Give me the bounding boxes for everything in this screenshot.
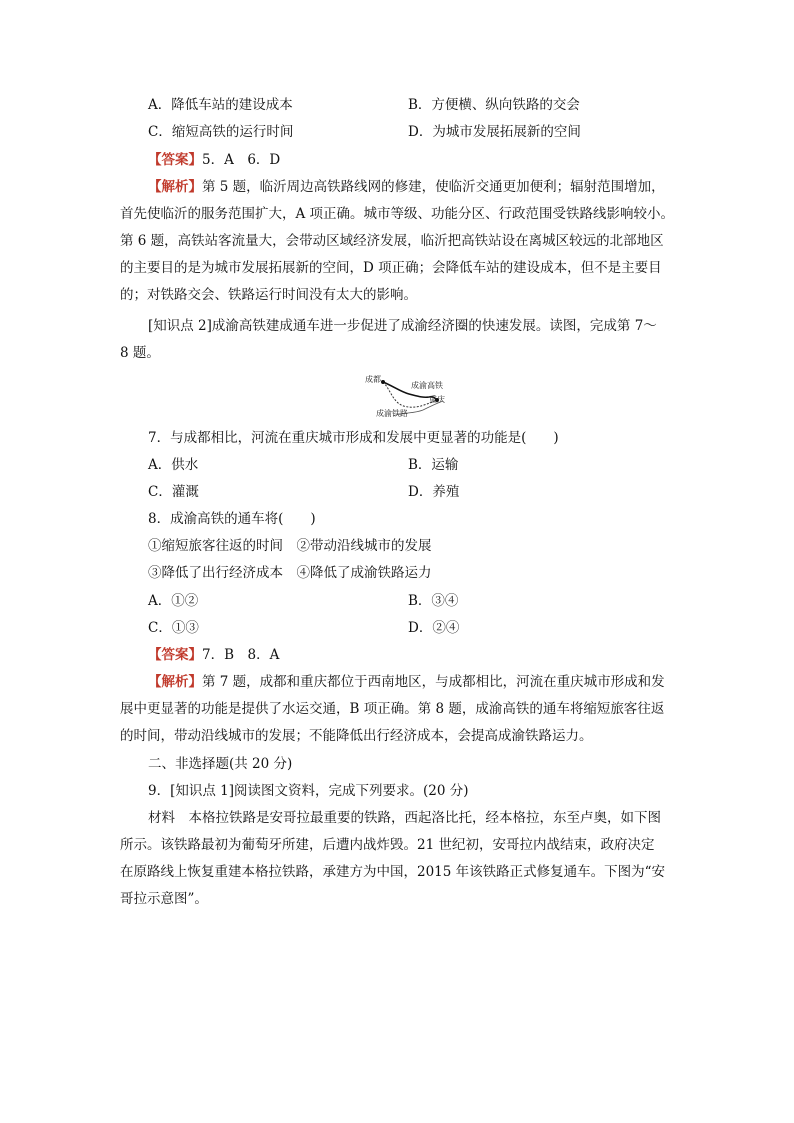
explanation-56-line4: 的主要目的是为城市发展拓展新的空间，D 项正确；会降低车站的建设成本，但不是主要目 [120,260,662,276]
explanation-78-line2: 展中更显著的功能是提供了水运交通，B 项正确。第 8 题，成渝高铁的通车将缩短旅客往返 [120,701,665,717]
label-chongqing: 重庆 [429,395,445,404]
q8-option-b: B．③④ [408,593,459,609]
explanation-text: 第 7 题，成都和重庆都位于西南地区，与成都相比，河流在重庆城市形成和发 [202,674,665,690]
q8-items-1-2: ①缩短旅客往返的时间 ②带动沿线城市的发展 [148,538,432,554]
explanation-78-line3: 的时间，带动沿线城市的发展；不能降低出行经济成本，会提高成渝铁路运力。 [120,728,593,744]
q7-stem: 7．与成都相比，河流在重庆城市形成和发展中更显著的功能是( ) [148,430,559,446]
q8-option-a: A．①② [148,593,199,609]
q7-option-d: D．养殖 [408,484,460,500]
answer-78 [148,646,279,664]
answer-tag: 【答案】 [148,152,202,168]
q8-option-d: D．②④ [408,620,460,636]
q9-material-line1: 材料 本格拉铁路是安哥拉最重要的铁路，西起洛比托，经本格拉，东至卢奥，如下图 [148,810,661,826]
q9-stem: 9．[知识点 1]阅读图文资料，完成下列要求。(20 分) [148,783,469,799]
label-high-speed: 成渝高铁 [411,381,443,390]
q7-option-a: A．供水 [148,457,199,473]
explanation-56-line1 [148,178,665,196]
explanation-text: 第 5 题，临沂周边高铁路线网的修建，使临沂交通更加便利；辐射范围增加， [202,179,665,195]
answer-text: 7．B 8．A [202,647,280,663]
knowledge-point-2-line1: [知识点 2]成渝高铁建成通车进一步促进了成渝经济圈的快速发展。读图，完成第 7～ [148,318,657,334]
answer-56 [148,151,280,169]
q9-material-line4: 哥拉示意图”。 [120,891,208,907]
q8-option-c: C．①③ [148,620,199,636]
explanation-56-line3: 第 6 题，高铁站客流量大，会带动区域经济发展，临沂把高铁站设在离城区较远的北部地区 [120,233,664,249]
q9-material-line3: 在原路线上恢复重建本格拉铁路，承建方为中国，2015 年该铁路正式修复通车。下图为“安 [120,864,666,880]
q56-option-b: B．方便横、纵向铁路的交会 [408,97,580,113]
explanation-56-line5: 的；对铁路交会、铁路运行时间没有太大的影响。 [120,287,417,303]
q7-option-b: B．运输 [408,457,459,473]
section-2-heading: 二、非选择题(共 20 分) [148,756,293,772]
explanation-tag: 【解析】 [148,179,202,195]
label-railway: 成渝铁路 [376,409,408,418]
explanation-78-line1 [148,673,665,691]
q56-option-c: C．缩短高铁的运行时间 [148,124,294,140]
q8-items-3-4: ③降低了出行经济成本 ④降低了成渝铁路运力 [148,565,432,581]
q56-option-a: A．降低车站的建设成本 [148,97,293,113]
q7-option-c: C．灌溉 [148,484,199,500]
q56-option-d: D．为城市发展拓展新的空间 [408,124,581,140]
chengdu-marker [381,380,385,384]
q9-material-line2: 所示。该铁路最初为葡萄牙所建，后遭内战炸毁。21 世纪初，安哥拉内战结束，政府决定 [120,837,655,853]
q8-stem: 8．成渝高铁的通车将( ) [148,511,316,527]
explanation-tag: 【解析】 [148,674,202,690]
knowledge-point-2-line2: 8 题。 [120,345,160,361]
explanation-56-line2: 首先使临沂的服务范围扩大，A 项正确。城市等级、功能分区、行政范围受铁路线影响较小。 [120,206,675,222]
answer-text: 5．A 6．D [202,152,281,168]
label-chengdu: 成都 [365,375,381,384]
answer-tag: 【答案】 [148,647,202,663]
chengyu-map [363,372,457,420]
